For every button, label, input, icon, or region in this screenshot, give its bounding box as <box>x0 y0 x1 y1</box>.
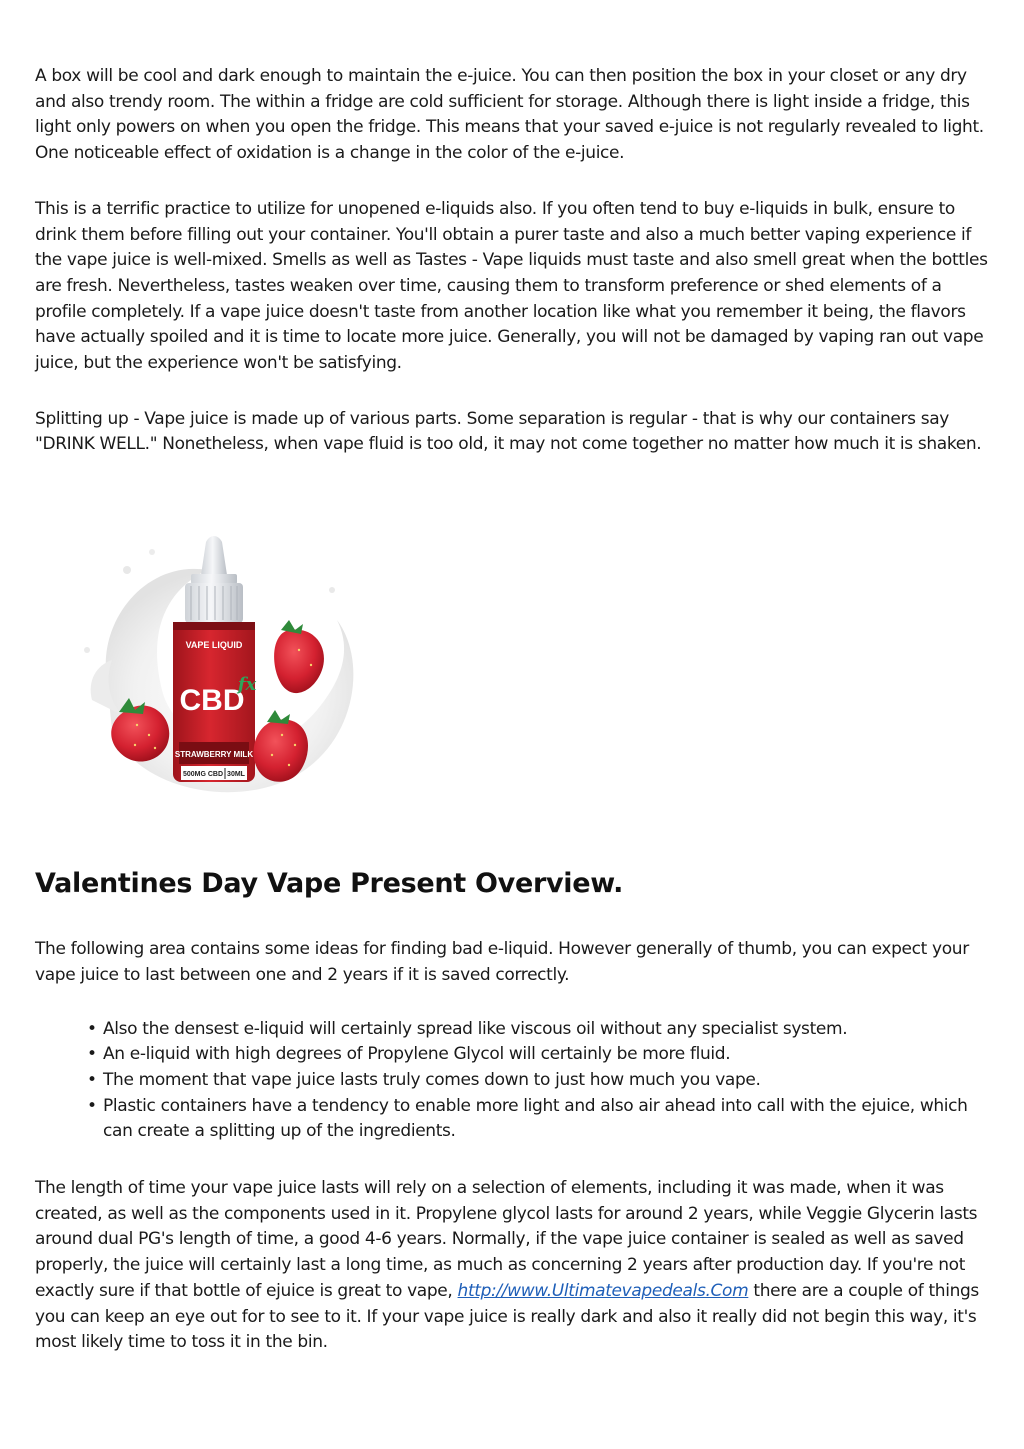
paragraph-shelf-life-text-after: there are a couple of things you can keep an eye out for to see to it. If your vape juice is really dark and also it really did not begin this way, it's most likely time to toss it in the bin. <box>35 1280 979 1353</box>
product-image <box>67 530 367 820</box>
section-heading: Valentines Day Vape Present Overview. <box>35 868 624 900</box>
brand-suffix-text: fx <box>237 674 257 696</box>
bullet-list <box>35 1017 993 1146</box>
ultimatevapedeals-link[interactable]: http://www.Ultimatevapedeals.Com <box>457 1280 749 1301</box>
paragraph-storage: A box will be cool and dark enough to maintain the e-juice. You can then position the box in your closet or any dry and also trendy room. The within a fridge are cold sufficient for storage. Although there is light inside a fridge, this light only powers on when you open the fridge. This means that your saved e-juice is not regularly revealed to light. One noticeable effect of oxidation is a change in the color of the e-juice. <box>35 66 984 164</box>
article-body <box>35 64 993 1356</box>
paragraph-intro: The following area contains some ideas for finding bad e-liquid. However generally of thumb, you can expect your vape juice to last between one and 2 years if it is saved correctly. <box>35 939 969 985</box>
flavor-text: STRAWBERRY MILK <box>174 750 254 760</box>
paragraph-shelf-life <box>35 1176 993 1356</box>
paragraph-shelf-life-text-before: The length of time your vape juice lasts will rely on a selection of elements, including it was made, when it was created, as well as the components used in it. Propylene glycol lasts for around 2 years, while Veggie Glycerin lasts around dual PG's length of time, a good 4-6 years. Normally, if the vape juice container is sealed as well as saved properly, the juice will certainly last a long time, as much as concerning 2 years after production day. If you're not exactly sure if that bottle of ejuice is great to vape, <box>35 1178 978 1301</box>
volume-text: 30ML <box>227 771 245 779</box>
paragraph-practice: This is a terrific practice to utilize for unopened e-liquids also. If you often tend to buy e-liquids in bulk, ensure to drink them before filling out your container. You'll obtain a purer taste and also a much better vaping experience if the vape juice is well-mixed. Smells as well as Tastes - Vape liquids must taste and also smell great when the bottles are fresh. Nevertheless, tastes weaken over time, causing them to transform preference or shed elements of a profile completely. If a vape juice doesn't taste from another location like what you remember it being, the flavors have actually spoiled and it is time to locate more juice. Generally, you will not be damaged by vaping ran out vape juice, but the experience won't be satisfying. <box>35 198 988 374</box>
label-top-text: VAPE LIQUID <box>185 640 243 651</box>
brand-text: CBD <box>179 684 245 718</box>
list-item: • Plastic containers have a tendency to enable more light and also air ahead into call with the ejuice, which can create a splitting up of the ingredients. <box>103 1094 993 1145</box>
list-item: • The moment that vape juice lasts truly comes down to just how much you vape. <box>103 1068 993 1094</box>
vape-bottle-illustration <box>67 530 367 820</box>
list-item: • An e-liquid with high degrees of Propylene Glycol will certainly be more fluid. <box>103 1042 993 1068</box>
strength-text: 500MG CBD <box>182 771 224 779</box>
paragraph-splitting: Splitting up - Vape juice is made up of various parts. Some separation is regular - that is why our containers say "DRINK WELL." Nonetheless, when vape fluid is too old, it may not come together no matter how much it is shaken. <box>35 408 982 455</box>
list-item: • Also the densest e-liquid will certainly spread like viscous oil without any specialist system. <box>103 1017 993 1043</box>
